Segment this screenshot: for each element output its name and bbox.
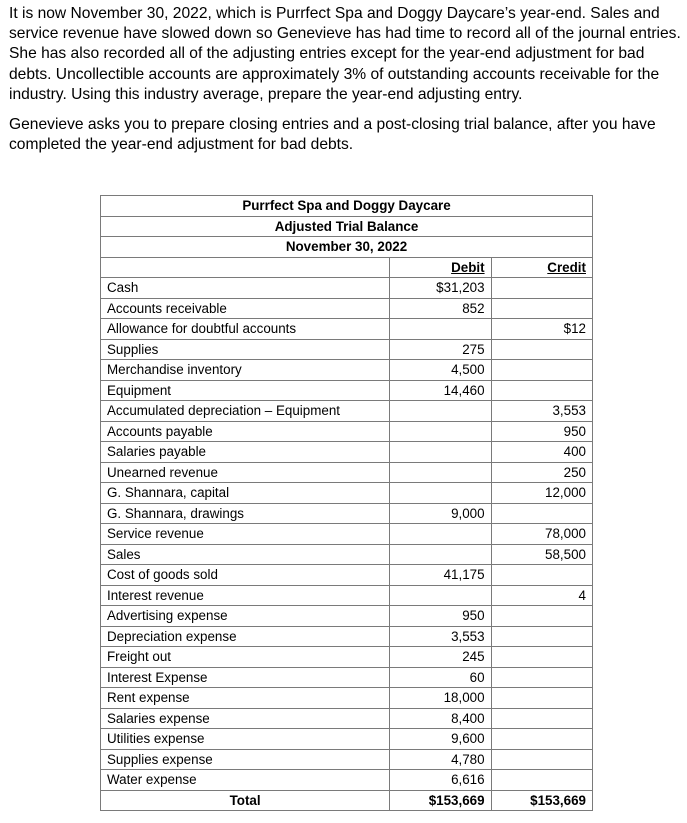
account-name: Depreciation expense (101, 626, 390, 647)
table-row (101, 626, 593, 647)
total-credit: $153,669 (491, 790, 592, 811)
total-row (101, 790, 593, 811)
credit-amount: 400 (491, 442, 592, 463)
credit-amount: 3,553 (491, 401, 592, 422)
debit-amount: 4,500 (390, 360, 491, 381)
debit-amount: 950 (390, 606, 491, 627)
account-name: Rent expense (101, 688, 390, 709)
credit-amount (491, 380, 592, 401)
account-name: Supplies (101, 339, 390, 360)
credit-amount: 950 (491, 421, 592, 442)
account-name: Salaries payable (101, 442, 390, 463)
account-column-header (101, 257, 390, 278)
account-name: Accounts payable (101, 421, 390, 442)
account-name: Supplies expense (101, 749, 390, 770)
debit-amount (390, 319, 491, 340)
credit-amount (491, 360, 592, 381)
credit-amount (491, 749, 592, 770)
table-row (101, 360, 593, 381)
debit-amount: 14,460 (390, 380, 491, 401)
credit-amount (491, 298, 592, 319)
account-name: G. Shannara, drawings (101, 503, 390, 524)
credit-amount: 250 (491, 462, 592, 483)
credit-amount (491, 503, 592, 524)
credit-amount (491, 339, 592, 360)
table-row (101, 524, 593, 545)
credit-amount (491, 565, 592, 586)
debit-amount: 4,780 (390, 749, 491, 770)
table-row (101, 688, 593, 709)
statement-date-row (101, 237, 593, 258)
table-row (101, 606, 593, 627)
table-row (101, 278, 593, 299)
debit-amount: 245 (390, 647, 491, 668)
credit-amount (491, 729, 592, 750)
table-row (101, 401, 593, 422)
account-name: Accumulated depreciation – Equipment (101, 401, 390, 422)
instructions-paragraph-2: Genevieve asks you to prepare closing entries and a post-closing trial balance, after you have completed the year-end adjustment for bad debts. (9, 116, 656, 154)
credit-amount: $12 (491, 319, 592, 340)
account-name: Allowance for doubtful accounts (101, 319, 390, 340)
adjusted-trial-balance-table (100, 195, 593, 811)
table-row (101, 319, 593, 340)
credit-amount: 58,500 (491, 544, 592, 565)
statement-title: Adjusted Trial Balance (101, 216, 593, 237)
table-row (101, 380, 593, 401)
total-label: Total (101, 790, 390, 811)
table-row (101, 667, 593, 688)
debit-amount: 3,553 (390, 626, 491, 647)
debit-amount: 60 (390, 667, 491, 688)
instructions-paragraph-1: It is now November 30, 2022, which is Purrfect Spa and Doggy Daycare’s year-end. Sales and service revenue have slowed down so Genevieve has had time to record all of the journal entries. She has also recorded all of the adjusting entries except for the year-end adjustment for bad debts. Uncollectible accounts are approximately 3% of outstanding accounts receivable for the industry. Using this industry average, prepare the year-end adjusting entry. (9, 5, 681, 103)
debit-amount (390, 483, 491, 504)
credit-amount (491, 667, 592, 688)
company-name-row (101, 196, 593, 217)
credit-amount: 12,000 (491, 483, 592, 504)
account-name: Service revenue (101, 524, 390, 545)
credit-amount (491, 647, 592, 668)
table-row (101, 770, 593, 791)
account-name: Accounts receivable (101, 298, 390, 319)
debit-amount: 275 (390, 339, 491, 360)
table-row (101, 421, 593, 442)
credit-amount (491, 688, 592, 709)
account-name: Unearned revenue (101, 462, 390, 483)
debit-amount: 9,600 (390, 729, 491, 750)
account-name: Interest revenue (101, 585, 390, 606)
table-row (101, 442, 593, 463)
table-row (101, 708, 593, 729)
account-name: Freight out (101, 647, 390, 668)
table-row (101, 585, 593, 606)
column-header-row (101, 257, 593, 278)
table-row (101, 503, 593, 524)
table-row (101, 544, 593, 565)
table-row (101, 339, 593, 360)
table-row (101, 647, 593, 668)
debit-amount (390, 544, 491, 565)
account-name: G. Shannara, capital (101, 483, 390, 504)
debit-amount (390, 585, 491, 606)
account-name: Interest Expense (101, 667, 390, 688)
debit-amount (390, 401, 491, 422)
debit-amount (390, 524, 491, 545)
table-row (101, 565, 593, 586)
account-name: Water expense (101, 770, 390, 791)
debit-amount: 18,000 (390, 688, 491, 709)
debit-amount (390, 421, 491, 442)
debit-amount: 9,000 (390, 503, 491, 524)
statement-date: November 30, 2022 (101, 237, 593, 258)
debit-amount: 41,175 (390, 565, 491, 586)
debit-column-header: Debit (390, 257, 491, 278)
credit-amount (491, 278, 592, 299)
account-name: Sales (101, 544, 390, 565)
table-row (101, 298, 593, 319)
debit-amount: 8,400 (390, 708, 491, 729)
table-row (101, 462, 593, 483)
table-row (101, 483, 593, 504)
credit-amount (491, 606, 592, 627)
debit-amount: 852 (390, 298, 491, 319)
debit-amount: $31,203 (390, 278, 491, 299)
account-name: Utilities expense (101, 729, 390, 750)
account-name: Cash (101, 278, 390, 299)
total-debit: $153,669 (390, 790, 491, 811)
credit-amount (491, 626, 592, 647)
account-name: Merchandise inventory (101, 360, 390, 381)
table-row (101, 729, 593, 750)
account-name: Advertising expense (101, 606, 390, 627)
credit-amount (491, 770, 592, 791)
debit-amount: 6,616 (390, 770, 491, 791)
debit-amount (390, 442, 491, 463)
credit-column-header: Credit (491, 257, 592, 278)
account-name: Salaries expense (101, 708, 390, 729)
statement-title-row (101, 216, 593, 237)
debit-amount (390, 462, 491, 483)
credit-amount: 4 (491, 585, 592, 606)
account-name: Equipment (101, 380, 390, 401)
company-name: Purrfect Spa and Doggy Daycare (101, 196, 593, 217)
account-name: Cost of goods sold (101, 565, 390, 586)
table-row (101, 749, 593, 770)
credit-amount (491, 708, 592, 729)
credit-amount: 78,000 (491, 524, 592, 545)
